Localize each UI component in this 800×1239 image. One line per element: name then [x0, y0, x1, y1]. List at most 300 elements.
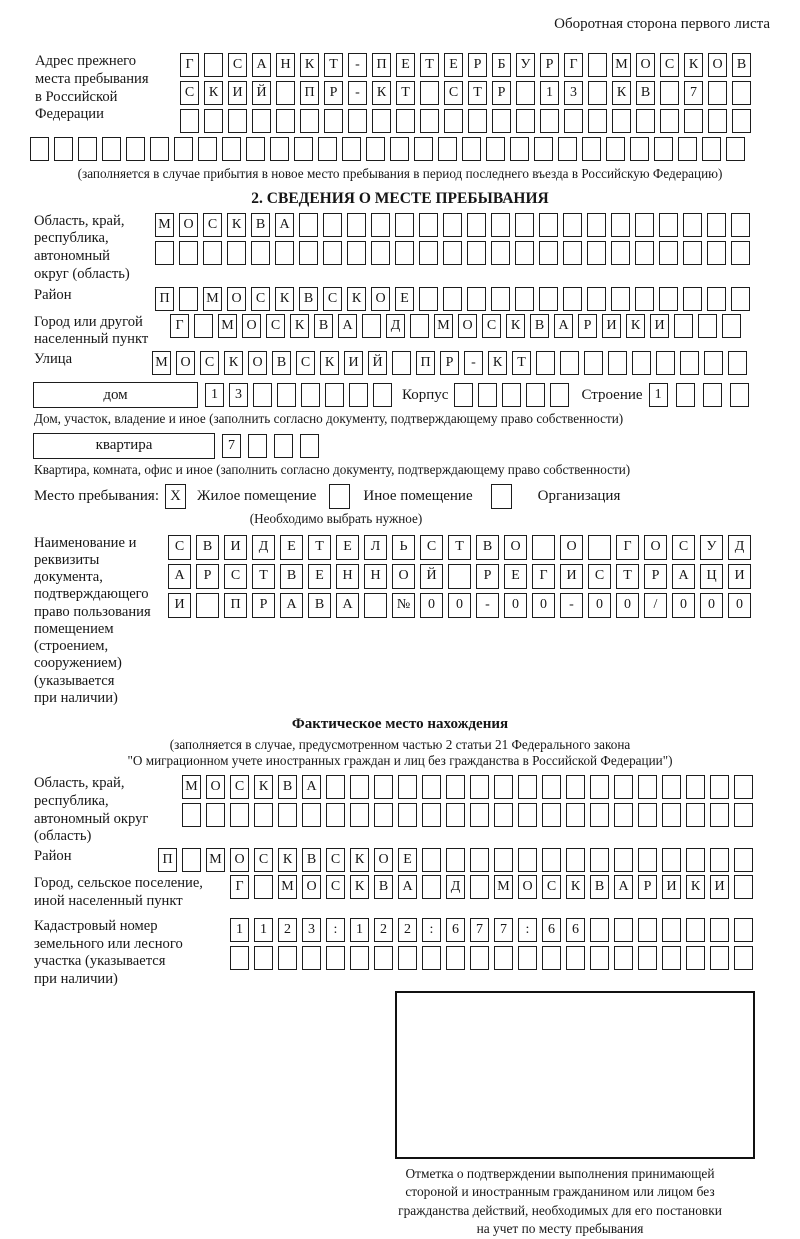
- char-box[interactable]: [180, 109, 199, 133]
- char-box[interactable]: С: [588, 564, 611, 589]
- char-box[interactable]: /: [644, 593, 667, 618]
- char-box[interactable]: П: [372, 53, 391, 77]
- char-box[interactable]: [492, 109, 511, 133]
- char-box[interactable]: 3: [564, 81, 583, 105]
- char-box[interactable]: Г: [170, 314, 189, 338]
- char-box[interactable]: Б: [492, 53, 511, 77]
- char-box[interactable]: [566, 848, 585, 872]
- char-box[interactable]: [126, 137, 145, 161]
- char-box[interactable]: И: [728, 564, 751, 589]
- char-box[interactable]: [662, 848, 681, 872]
- char-box[interactable]: [438, 137, 457, 161]
- char-box[interactable]: О: [374, 848, 393, 872]
- char-box[interactable]: [722, 314, 741, 338]
- char-box[interactable]: Р: [252, 593, 275, 618]
- char-box[interactable]: [550, 383, 569, 407]
- char-box[interactable]: [373, 383, 392, 407]
- char-box[interactable]: [398, 946, 417, 970]
- char-box[interactable]: Р: [468, 53, 487, 77]
- char-box[interactable]: Е: [308, 564, 331, 589]
- char-box[interactable]: 0: [672, 593, 695, 618]
- char-box[interactable]: [374, 803, 393, 827]
- char-box[interactable]: [638, 946, 657, 970]
- char-box[interactable]: [587, 213, 606, 237]
- char-box[interactable]: Г: [532, 564, 555, 589]
- char-box[interactable]: [612, 109, 631, 133]
- char-box[interactable]: [318, 137, 337, 161]
- char-box[interactable]: [248, 434, 267, 458]
- char-box[interactable]: [734, 775, 753, 799]
- char-box[interactable]: Д: [446, 875, 465, 899]
- char-box[interactable]: К: [686, 875, 705, 899]
- char-box[interactable]: И: [224, 535, 247, 560]
- char-box[interactable]: [683, 287, 702, 311]
- char-box[interactable]: В: [476, 535, 499, 560]
- char-box[interactable]: -: [348, 81, 367, 105]
- char-box[interactable]: [342, 137, 361, 161]
- char-box[interactable]: С: [228, 53, 247, 77]
- char-box[interactable]: В: [636, 81, 655, 105]
- char-box[interactable]: Р: [540, 53, 559, 77]
- char-box[interactable]: [515, 241, 534, 265]
- char-box[interactable]: 0: [700, 593, 723, 618]
- char-box[interactable]: [636, 109, 655, 133]
- char-box[interactable]: О: [371, 287, 390, 311]
- char-box[interactable]: [566, 803, 585, 827]
- char-box[interactable]: М: [434, 314, 453, 338]
- char-box[interactable]: Т: [512, 351, 531, 375]
- char-box[interactable]: [588, 53, 607, 77]
- char-box[interactable]: [410, 314, 429, 338]
- char-box[interactable]: :: [422, 918, 441, 942]
- char-box[interactable]: [467, 213, 486, 237]
- char-box[interactable]: [454, 383, 473, 407]
- char-box[interactable]: [347, 241, 366, 265]
- char-box[interactable]: [349, 383, 368, 407]
- char-box[interactable]: [422, 946, 441, 970]
- char-box[interactable]: Ь: [392, 535, 415, 560]
- char-box[interactable]: О: [504, 535, 527, 560]
- char-box[interactable]: Е: [280, 535, 303, 560]
- checkbox-organization[interactable]: [491, 484, 512, 509]
- char-box[interactable]: С: [542, 875, 561, 899]
- char-box[interactable]: [443, 287, 462, 311]
- char-box[interactable]: О: [458, 314, 477, 338]
- char-box[interactable]: К: [278, 848, 297, 872]
- char-box[interactable]: [420, 109, 439, 133]
- char-box[interactable]: [588, 109, 607, 133]
- char-box[interactable]: О: [518, 875, 537, 899]
- char-box[interactable]: [446, 946, 465, 970]
- char-box[interactable]: [660, 81, 679, 105]
- char-box[interactable]: 1: [230, 918, 249, 942]
- char-box[interactable]: А: [614, 875, 633, 899]
- char-box[interactable]: М: [218, 314, 237, 338]
- char-box[interactable]: [698, 314, 717, 338]
- char-box[interactable]: О: [302, 875, 321, 899]
- char-box[interactable]: В: [732, 53, 751, 77]
- char-box[interactable]: И: [168, 593, 191, 618]
- char-box[interactable]: [678, 137, 697, 161]
- char-box[interactable]: 6: [446, 918, 465, 942]
- char-box[interactable]: С: [482, 314, 501, 338]
- char-box[interactable]: [659, 287, 678, 311]
- char-box[interactable]: 1: [254, 918, 273, 942]
- char-box[interactable]: [630, 137, 649, 161]
- char-box[interactable]: [422, 848, 441, 872]
- char-box[interactable]: К: [290, 314, 309, 338]
- char-box[interactable]: Т: [308, 535, 331, 560]
- char-box[interactable]: Й: [368, 351, 387, 375]
- char-box[interactable]: -: [348, 53, 367, 77]
- char-box[interactable]: С: [296, 351, 315, 375]
- char-box[interactable]: [734, 918, 753, 942]
- char-box[interactable]: [708, 81, 727, 105]
- char-box[interactable]: [254, 803, 273, 827]
- char-box[interactable]: [590, 918, 609, 942]
- char-box[interactable]: И: [650, 314, 669, 338]
- char-box[interactable]: [659, 241, 678, 265]
- char-box[interactable]: [179, 287, 198, 311]
- char-box[interactable]: Т: [616, 564, 639, 589]
- char-box[interactable]: [326, 775, 345, 799]
- char-box[interactable]: А: [672, 564, 695, 589]
- char-box[interactable]: [470, 946, 489, 970]
- char-box[interactable]: [732, 81, 751, 105]
- char-box[interactable]: [396, 109, 415, 133]
- char-box[interactable]: [443, 241, 462, 265]
- char-box[interactable]: М: [278, 875, 297, 899]
- char-box[interactable]: К: [227, 213, 246, 237]
- char-box[interactable]: Е: [395, 287, 414, 311]
- char-box[interactable]: Л: [364, 535, 387, 560]
- char-box[interactable]: С: [444, 81, 463, 105]
- char-box[interactable]: [326, 946, 345, 970]
- char-box[interactable]: [614, 946, 633, 970]
- char-box[interactable]: [374, 946, 393, 970]
- char-box[interactable]: [222, 137, 241, 161]
- char-box[interactable]: [470, 875, 489, 899]
- char-box[interactable]: [566, 946, 585, 970]
- char-box[interactable]: 0: [504, 593, 527, 618]
- char-box[interactable]: О: [708, 53, 727, 77]
- checkbox-other-premises[interactable]: [329, 484, 350, 509]
- char-box[interactable]: [526, 383, 545, 407]
- char-box[interactable]: [662, 775, 681, 799]
- char-box[interactable]: [294, 137, 313, 161]
- char-box[interactable]: [686, 803, 705, 827]
- char-box[interactable]: 0: [728, 593, 751, 618]
- char-box[interactable]: :: [326, 918, 345, 942]
- char-box[interactable]: [635, 287, 654, 311]
- char-box[interactable]: С: [266, 314, 285, 338]
- char-box[interactable]: О: [176, 351, 195, 375]
- char-box[interactable]: 2: [374, 918, 393, 942]
- char-box[interactable]: [276, 109, 295, 133]
- char-box[interactable]: [486, 137, 505, 161]
- char-box[interactable]: [398, 775, 417, 799]
- char-box[interactable]: Т: [396, 81, 415, 105]
- char-box[interactable]: О: [560, 535, 583, 560]
- char-box[interactable]: [510, 137, 529, 161]
- char-box[interactable]: [731, 241, 750, 265]
- char-box[interactable]: [536, 351, 555, 375]
- char-box[interactable]: [414, 137, 433, 161]
- char-box[interactable]: [731, 213, 750, 237]
- char-box[interactable]: Р: [578, 314, 597, 338]
- char-box[interactable]: [254, 875, 273, 899]
- char-box[interactable]: О: [644, 535, 667, 560]
- char-box[interactable]: [611, 213, 630, 237]
- char-box[interactable]: 7: [222, 434, 241, 458]
- char-box[interactable]: О: [392, 564, 415, 589]
- char-box[interactable]: С: [168, 535, 191, 560]
- char-box[interactable]: [478, 383, 497, 407]
- char-box[interactable]: [614, 918, 633, 942]
- char-box[interactable]: [491, 241, 510, 265]
- char-box[interactable]: 7: [684, 81, 703, 105]
- char-box[interactable]: 6: [542, 918, 561, 942]
- char-box[interactable]: [275, 241, 294, 265]
- char-box[interactable]: К: [275, 287, 294, 311]
- char-box[interactable]: Т: [324, 53, 343, 77]
- char-box[interactable]: [324, 109, 343, 133]
- char-box[interactable]: [654, 137, 673, 161]
- char-box[interactable]: [515, 213, 534, 237]
- char-box[interactable]: [420, 81, 439, 105]
- char-box[interactable]: [731, 287, 750, 311]
- char-box[interactable]: [540, 109, 559, 133]
- char-box[interactable]: М: [182, 775, 201, 799]
- char-box[interactable]: [204, 53, 223, 77]
- char-box[interactable]: [446, 848, 465, 872]
- char-box[interactable]: М: [612, 53, 631, 77]
- char-box[interactable]: А: [280, 593, 303, 618]
- char-box[interactable]: [350, 803, 369, 827]
- char-box[interactable]: [707, 287, 726, 311]
- char-box[interactable]: В: [302, 848, 321, 872]
- char-box[interactable]: Р: [492, 81, 511, 105]
- char-box[interactable]: И: [710, 875, 729, 899]
- char-box[interactable]: [302, 803, 321, 827]
- char-box[interactable]: [462, 137, 481, 161]
- char-box[interactable]: [590, 775, 609, 799]
- char-box[interactable]: [254, 946, 273, 970]
- char-box[interactable]: [686, 918, 705, 942]
- char-box[interactable]: 7: [470, 918, 489, 942]
- char-box[interactable]: [350, 946, 369, 970]
- char-box[interactable]: А: [302, 775, 321, 799]
- char-box[interactable]: [518, 946, 537, 970]
- char-box[interactable]: [656, 351, 675, 375]
- char-box[interactable]: [728, 351, 747, 375]
- char-box[interactable]: [419, 213, 438, 237]
- char-box[interactable]: -: [560, 593, 583, 618]
- char-box[interactable]: [686, 775, 705, 799]
- char-box[interactable]: [198, 137, 217, 161]
- char-box[interactable]: О: [248, 351, 267, 375]
- char-box[interactable]: [518, 848, 537, 872]
- char-box[interactable]: [662, 918, 681, 942]
- char-box[interactable]: [278, 803, 297, 827]
- char-box[interactable]: [196, 593, 219, 618]
- char-box[interactable]: А: [252, 53, 271, 77]
- char-box[interactable]: [155, 241, 174, 265]
- char-box[interactable]: [732, 109, 751, 133]
- char-box[interactable]: -: [464, 351, 483, 375]
- char-box[interactable]: [563, 213, 582, 237]
- char-box[interactable]: [606, 137, 625, 161]
- char-box[interactable]: 2: [278, 918, 297, 942]
- char-box[interactable]: [299, 241, 318, 265]
- char-box[interactable]: [398, 803, 417, 827]
- char-box[interactable]: В: [196, 535, 219, 560]
- char-box[interactable]: [251, 241, 270, 265]
- char-box[interactable]: [494, 775, 513, 799]
- char-box[interactable]: [563, 241, 582, 265]
- char-box[interactable]: [299, 213, 318, 237]
- char-box[interactable]: [323, 213, 342, 237]
- char-box[interactable]: И: [228, 81, 247, 105]
- char-box[interactable]: [366, 137, 385, 161]
- char-box[interactable]: Р: [324, 81, 343, 105]
- char-box[interactable]: [686, 946, 705, 970]
- char-box[interactable]: К: [300, 53, 319, 77]
- char-box[interactable]: [660, 109, 679, 133]
- char-box[interactable]: И: [560, 564, 583, 589]
- char-box[interactable]: К: [684, 53, 703, 77]
- char-box[interactable]: [707, 241, 726, 265]
- char-box[interactable]: [516, 81, 535, 105]
- char-box[interactable]: [470, 775, 489, 799]
- char-box[interactable]: [443, 213, 462, 237]
- char-box[interactable]: А: [168, 564, 191, 589]
- char-box[interactable]: П: [155, 287, 174, 311]
- char-box[interactable]: А: [338, 314, 357, 338]
- char-box[interactable]: 3: [229, 383, 248, 407]
- char-box[interactable]: [364, 593, 387, 618]
- char-box[interactable]: [564, 109, 583, 133]
- char-box[interactable]: [686, 848, 705, 872]
- char-box[interactable]: [515, 287, 534, 311]
- char-box[interactable]: Й: [420, 564, 443, 589]
- char-box[interactable]: [676, 383, 695, 407]
- char-box[interactable]: Т: [468, 81, 487, 105]
- char-box[interactable]: О: [206, 775, 225, 799]
- char-box[interactable]: [710, 918, 729, 942]
- char-box[interactable]: С: [224, 564, 247, 589]
- char-box[interactable]: В: [314, 314, 333, 338]
- char-box[interactable]: [518, 775, 537, 799]
- char-box[interactable]: 1: [649, 383, 668, 407]
- char-box[interactable]: 1: [205, 383, 224, 407]
- char-box[interactable]: В: [251, 213, 270, 237]
- char-box[interactable]: [588, 535, 611, 560]
- char-box[interactable]: К: [347, 287, 366, 311]
- char-box[interactable]: Т: [420, 53, 439, 77]
- char-box[interactable]: М: [152, 351, 171, 375]
- char-box[interactable]: [542, 775, 561, 799]
- char-box[interactable]: [253, 383, 272, 407]
- char-box[interactable]: А: [554, 314, 573, 338]
- char-box[interactable]: 2: [398, 918, 417, 942]
- char-box[interactable]: А: [336, 593, 359, 618]
- char-box[interactable]: Н: [276, 53, 295, 77]
- char-box[interactable]: Р: [638, 875, 657, 899]
- char-box[interactable]: [274, 434, 293, 458]
- char-box[interactable]: [227, 241, 246, 265]
- char-box[interactable]: И: [662, 875, 681, 899]
- char-box[interactable]: [532, 535, 555, 560]
- char-box[interactable]: Д: [252, 535, 275, 560]
- char-box[interactable]: [372, 109, 391, 133]
- char-box[interactable]: [494, 848, 513, 872]
- char-box[interactable]: [632, 351, 651, 375]
- char-box[interactable]: [395, 213, 414, 237]
- char-box[interactable]: В: [308, 593, 331, 618]
- char-box[interactable]: [350, 775, 369, 799]
- char-box[interactable]: П: [416, 351, 435, 375]
- char-box[interactable]: [614, 775, 633, 799]
- char-box[interactable]: [611, 241, 630, 265]
- char-box[interactable]: [614, 848, 633, 872]
- char-box[interactable]: [371, 241, 390, 265]
- char-box[interactable]: Й: [252, 81, 271, 105]
- char-box[interactable]: [638, 803, 657, 827]
- char-box[interactable]: [587, 287, 606, 311]
- char-box[interactable]: [734, 803, 753, 827]
- char-box[interactable]: 0: [448, 593, 471, 618]
- char-box[interactable]: Г: [230, 875, 249, 899]
- char-box[interactable]: [726, 137, 745, 161]
- char-box[interactable]: Н: [336, 564, 359, 589]
- char-box[interactable]: В: [272, 351, 291, 375]
- char-box[interactable]: [590, 946, 609, 970]
- char-box[interactable]: [542, 803, 561, 827]
- char-box[interactable]: К: [350, 875, 369, 899]
- char-box[interactable]: [560, 351, 579, 375]
- char-box[interactable]: М: [155, 213, 174, 237]
- char-box[interactable]: Т: [448, 535, 471, 560]
- char-box[interactable]: И: [344, 351, 363, 375]
- char-box[interactable]: [587, 241, 606, 265]
- char-box[interactable]: Р: [644, 564, 667, 589]
- char-box[interactable]: В: [280, 564, 303, 589]
- char-box[interactable]: [444, 109, 463, 133]
- char-box[interactable]: [54, 137, 73, 161]
- char-box[interactable]: 7: [494, 918, 513, 942]
- char-box[interactable]: [590, 848, 609, 872]
- char-box[interactable]: [102, 137, 121, 161]
- char-box[interactable]: [582, 137, 601, 161]
- char-box[interactable]: 0: [616, 593, 639, 618]
- char-box[interactable]: [704, 351, 723, 375]
- char-box[interactable]: Г: [616, 535, 639, 560]
- char-box[interactable]: [182, 803, 201, 827]
- char-box[interactable]: [590, 803, 609, 827]
- char-box[interactable]: [206, 803, 225, 827]
- char-box[interactable]: С: [420, 535, 443, 560]
- char-box[interactable]: [422, 775, 441, 799]
- char-box[interactable]: [278, 946, 297, 970]
- char-box[interactable]: Р: [440, 351, 459, 375]
- char-box[interactable]: [395, 241, 414, 265]
- char-box[interactable]: [300, 434, 319, 458]
- char-box[interactable]: [734, 875, 753, 899]
- char-box[interactable]: [446, 775, 465, 799]
- char-box[interactable]: В: [590, 875, 609, 899]
- char-box[interactable]: [683, 241, 702, 265]
